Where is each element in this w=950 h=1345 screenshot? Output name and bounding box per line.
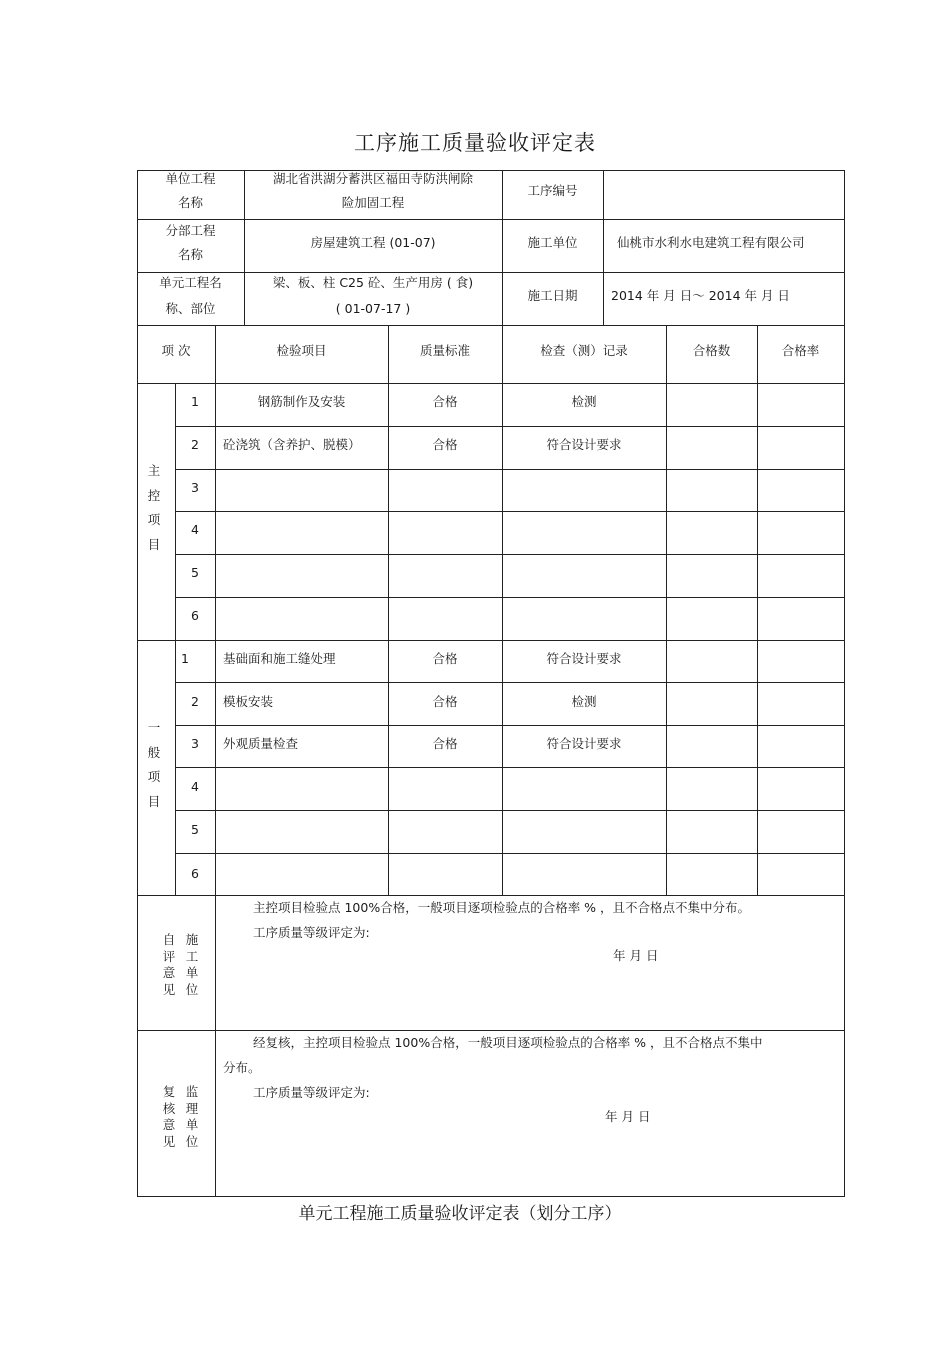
row-record: 检测	[571, 394, 597, 409]
row-divider	[175, 682, 844, 683]
row-standard: 合格	[432, 736, 458, 751]
group-label-char: 目	[147, 536, 161, 552]
row-no: 3	[191, 736, 199, 751]
group-label-char: 控	[147, 487, 161, 503]
label-char: 评	[162, 948, 176, 964]
col-divider	[175, 383, 176, 895]
label-char: 单	[185, 1117, 199, 1132]
row-divider	[137, 895, 844, 896]
row-divider	[175, 810, 844, 811]
self-eval-label-right	[184, 932, 200, 998]
row-divider	[137, 325, 844, 326]
review-label-left	[161, 1084, 177, 1150]
row-no: 5	[191, 565, 199, 580]
row-record: 符合设计要求	[546, 437, 622, 452]
date-label: 施工日期	[527, 288, 578, 303]
row-record: 符合设计要求	[546, 736, 622, 751]
element-value: 梁、板、柱 C25 砼、生产用房 ( 食)	[272, 275, 474, 290]
group-label-char: 主	[147, 463, 161, 478]
footer-title: 单元工程施工质量验收评定表（划分工序）	[298, 1204, 622, 1224]
unit-project-value: 险加固工程	[341, 195, 405, 210]
contractor-value: 仙桃市水利水电建筑工程有限公司	[617, 235, 805, 250]
contractor-label: 施工单位	[527, 235, 578, 250]
unit-project-label: 单位工程	[165, 171, 216, 186]
row-divider	[175, 597, 844, 598]
col-divider	[757, 325, 758, 895]
label-char: 自	[162, 932, 176, 947]
row-no: 4	[191, 779, 199, 794]
page-title: 工序施工质量验收评定表	[354, 131, 596, 155]
row-no: 1	[181, 651, 189, 666]
label-char: 核	[162, 1100, 176, 1116]
label-char: 施	[185, 932, 199, 947]
row-item: 砼浇筑（含养护、脱模）	[223, 437, 361, 452]
row-divider	[137, 1030, 844, 1031]
col-divider	[502, 325, 503, 895]
row-item: 模板安装	[223, 694, 274, 709]
col-header-standard: 质量标准	[419, 343, 470, 358]
col-header-pass-count: 合格数	[692, 343, 731, 358]
element-label: 单元工程名	[159, 275, 222, 290]
label-char: 工	[185, 948, 199, 964]
row-no: 6	[191, 608, 199, 623]
self-eval-date: 年 月 日	[613, 948, 659, 963]
row-divider	[175, 511, 844, 512]
row-no: 4	[191, 522, 199, 537]
group-label-char: 目	[147, 793, 161, 809]
sub-project-value: 房屋建筑工程 (01-07)	[310, 235, 436, 250]
main-control-group-label	[146, 463, 162, 553]
row-no: 3	[191, 480, 199, 495]
sub-project-label: 名称	[177, 247, 203, 262]
row-standard: 合格	[432, 694, 458, 709]
unit-project-value: 湖北省洪湖分蓄洪区福田寺防洪闸除	[272, 171, 473, 186]
unit-project-label: 名称	[177, 195, 203, 210]
self-eval-text: 主控项目检验点 100%合格，一般项目逐项检验点的合格率 % ，且不合格点不集中分布。	[253, 900, 751, 915]
row-item: 钢筋制作及安装	[257, 394, 346, 409]
col-header-pass-rate: 合格率	[781, 343, 820, 358]
row-divider	[175, 469, 844, 470]
row-item: 基础面和施工缝处理	[223, 651, 336, 666]
review-text-cont: 分布。	[223, 1060, 261, 1075]
label-char: 见	[162, 981, 176, 997]
general-group-label	[146, 720, 162, 810]
group-label-char: 般	[147, 744, 161, 760]
col-header-item-no: 项 次	[161, 343, 191, 358]
row-no: 2	[191, 437, 199, 452]
review-label-right	[184, 1084, 200, 1150]
process-no-label: 工序编号	[527, 183, 578, 198]
col-divider	[388, 325, 389, 895]
col-header-record: 检查（测）记录	[540, 343, 628, 358]
label-char: 意	[162, 965, 176, 980]
label-char: 位	[185, 981, 199, 997]
col-header-check-item: 检验项目	[276, 343, 327, 358]
row-divider	[175, 426, 844, 427]
self-eval-grade: 工序质量等级评定为:	[253, 925, 370, 940]
evaluation-table	[137, 170, 844, 1196]
label-char: 理	[185, 1100, 199, 1116]
row-divider	[175, 853, 844, 854]
row-standard: 合格	[432, 394, 458, 409]
row-record: 符合设计要求	[546, 651, 622, 666]
row-no: 2	[191, 694, 199, 709]
row-divider	[175, 554, 844, 555]
row-no: 6	[191, 866, 199, 881]
review-grade: 工序质量等级评定为:	[253, 1085, 370, 1100]
row-divider	[137, 640, 844, 641]
row-record: 检测	[571, 694, 597, 709]
label-char: 见	[162, 1133, 176, 1149]
row-divider	[175, 725, 844, 726]
label-char: 意	[162, 1117, 176, 1132]
col-divider	[603, 170, 604, 325]
label-char: 位	[185, 1133, 199, 1149]
row-no: 1	[191, 394, 199, 409]
row-item: 外观质量检查	[223, 736, 299, 751]
review-date: 年 月 日	[605, 1109, 651, 1124]
group-label-char: 一	[147, 720, 161, 735]
label-char: 单	[185, 965, 199, 980]
element-value: ( 01-07-17 )	[335, 301, 411, 316]
label-char: 监	[185, 1084, 199, 1099]
group-label-char: 项	[147, 512, 161, 527]
row-standard: 合格	[432, 437, 458, 452]
col-divider	[215, 895, 216, 1196]
sub-project-label: 分部工程	[165, 223, 216, 238]
row-divider	[175, 767, 844, 768]
row-standard: 合格	[432, 651, 458, 666]
element-label: 称、部位	[165, 301, 216, 316]
label-char: 复	[162, 1084, 176, 1099]
group-label-char: 项	[147, 769, 161, 784]
review-text: 经复核，主控项目检验点 100%合格，一般项目逐项检验点的合格率 % ，且不合格点不集中	[253, 1035, 763, 1050]
self-eval-label-left	[161, 932, 177, 998]
date-value: 2014 年 月 日～ 2014 年 月 日	[611, 288, 790, 303]
col-divider	[666, 325, 667, 895]
row-no: 5	[191, 822, 199, 837]
row-divider	[137, 383, 844, 384]
